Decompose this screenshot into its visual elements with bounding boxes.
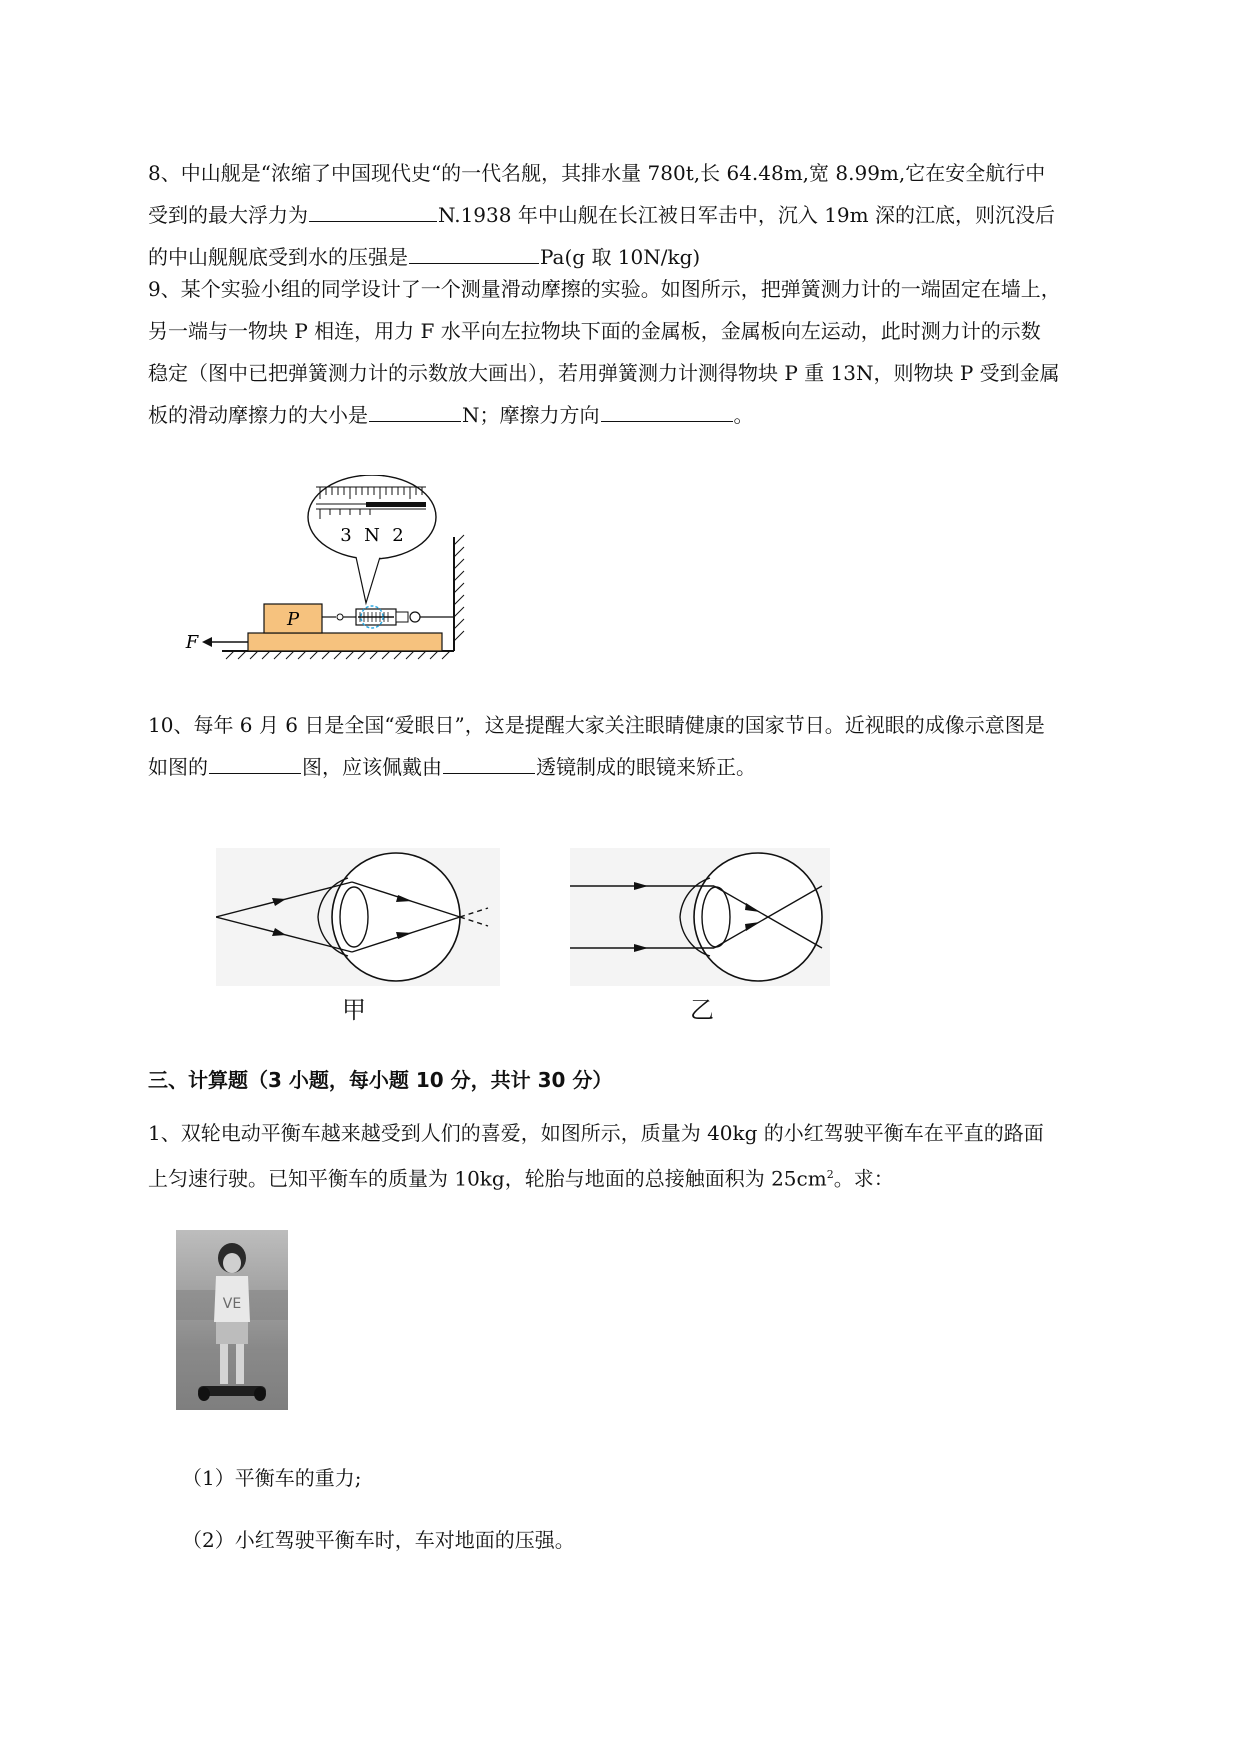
q9-line-2: 另一端与一物块 P 相连，用力 F 水平向左拉物块下面的金属板，金属板向左运动，此时测力计的示数 <box>148 319 1041 343</box>
sub-question-2: （2）小红驾驶平衡车时，车对地面的压强。 <box>182 1528 575 1552</box>
block-p-label: P <box>286 609 300 630</box>
q9-line-3: 稳定（图中已把弹簧测力计的示数放大画出），若用弹簧测力计测得物块 P 重 13N，则物块 P 受到金属 <box>148 361 1060 385</box>
c1-line-1: 1、双轮电动平衡车越来越受到人们的喜爱，如图所示，质量为 40kg 的小红驾驶平衡车在平直的路面 <box>148 1121 1044 1145</box>
eye-diagram-jia <box>216 848 500 986</box>
balance-car-photo <box>176 1230 288 1410</box>
lens <box>340 887 368 947</box>
answer-blank[interactable] <box>443 747 535 774</box>
answer-blank[interactable] <box>209 747 301 774</box>
force-label: F <box>185 632 199 653</box>
answer-blank[interactable] <box>601 395 733 422</box>
q10-line-1: 10、每年 6 月 6 日是全国“爱眼日”，这是提醒大家关注眼睛健康的国家节日。近视眼的成像示意图是 <box>148 713 1045 737</box>
photo-leg <box>236 1344 244 1384</box>
spring-scale-end <box>396 612 408 622</box>
wall-hatching <box>454 535 464 641</box>
answer-blank[interactable] <box>309 195 437 222</box>
photo-leg <box>220 1344 228 1384</box>
q8-line-2: 受到的最大浮力为 N.1938 年中山舰在长江被日军击中，沉入 19m 深的江底，则沉没后 <box>148 194 1158 236</box>
hook <box>337 614 343 620</box>
q10-line-2: 如图的 图，应该佩戴由 透镜制成的眼镜来矫正。 <box>148 746 1158 788</box>
lens <box>702 887 730 947</box>
callout-pointer <box>356 557 380 603</box>
q9-line-1: 9、某个实验小组的同学设计了一个测量滑动摩擦的实验。如图所示，把弹簧测力计的一端固定在墙上， <box>148 277 1061 301</box>
photo-wheel <box>198 1387 210 1401</box>
question-9 <box>148 268 1158 436</box>
eye-diagram-yi <box>570 848 830 986</box>
question-10 <box>148 704 1158 788</box>
magnified-pointer-bar <box>366 502 426 507</box>
photo-face <box>223 1253 241 1273</box>
ground-hatching <box>226 651 450 659</box>
scale-number-3: 3 <box>340 525 352 546</box>
answer-blank[interactable] <box>409 237 539 264</box>
metal-plate <box>248 633 442 651</box>
question-8 <box>148 152 1158 278</box>
scale-unit-n: N <box>364 525 380 546</box>
friction-experiment-figure <box>170 475 470 665</box>
q8-line-1: 8、中山舰是“浓缩了中国现代史“的一代名舰，其排水量 780t,长 64.48m,宽 8.99m,它在安全航行中 <box>148 161 1046 185</box>
answer-blank[interactable] <box>369 395 461 422</box>
photo-shorts <box>216 1322 248 1344</box>
photo-shirt-text: VE <box>222 1296 242 1312</box>
calc-question-1 <box>148 1112 1158 1200</box>
scale-number-2: 2 <box>392 525 404 546</box>
superscript: 2 <box>826 1168 834 1181</box>
q8-line-3: 的中山舰舰底受到水的压强是 Pa(g 取 10N/kg) <box>148 236 1158 278</box>
sub-question-1: （1）平衡车的重力; <box>182 1466 362 1490</box>
ring <box>410 612 420 622</box>
c1-line-2: 上匀速行驶。已知平衡车的质量为 10kg，轮胎与地面的总接触面积为 $25cm^2$。求： <box>148 1166 894 1191</box>
figure-label-jia: 甲 <box>342 996 366 1024</box>
photo-ground <box>176 1350 288 1410</box>
q9-line-4: 板的滑动摩擦力的大小是 N；摩擦力方向 。 <box>148 394 1158 436</box>
photo-wheel <box>254 1387 266 1401</box>
figure-label-yi: 乙 <box>690 996 714 1024</box>
section-heading: 三、计算题（3 小题，每小题 10 分，共计 30 分） <box>148 1068 613 1092</box>
force-arrowhead <box>202 637 212 647</box>
